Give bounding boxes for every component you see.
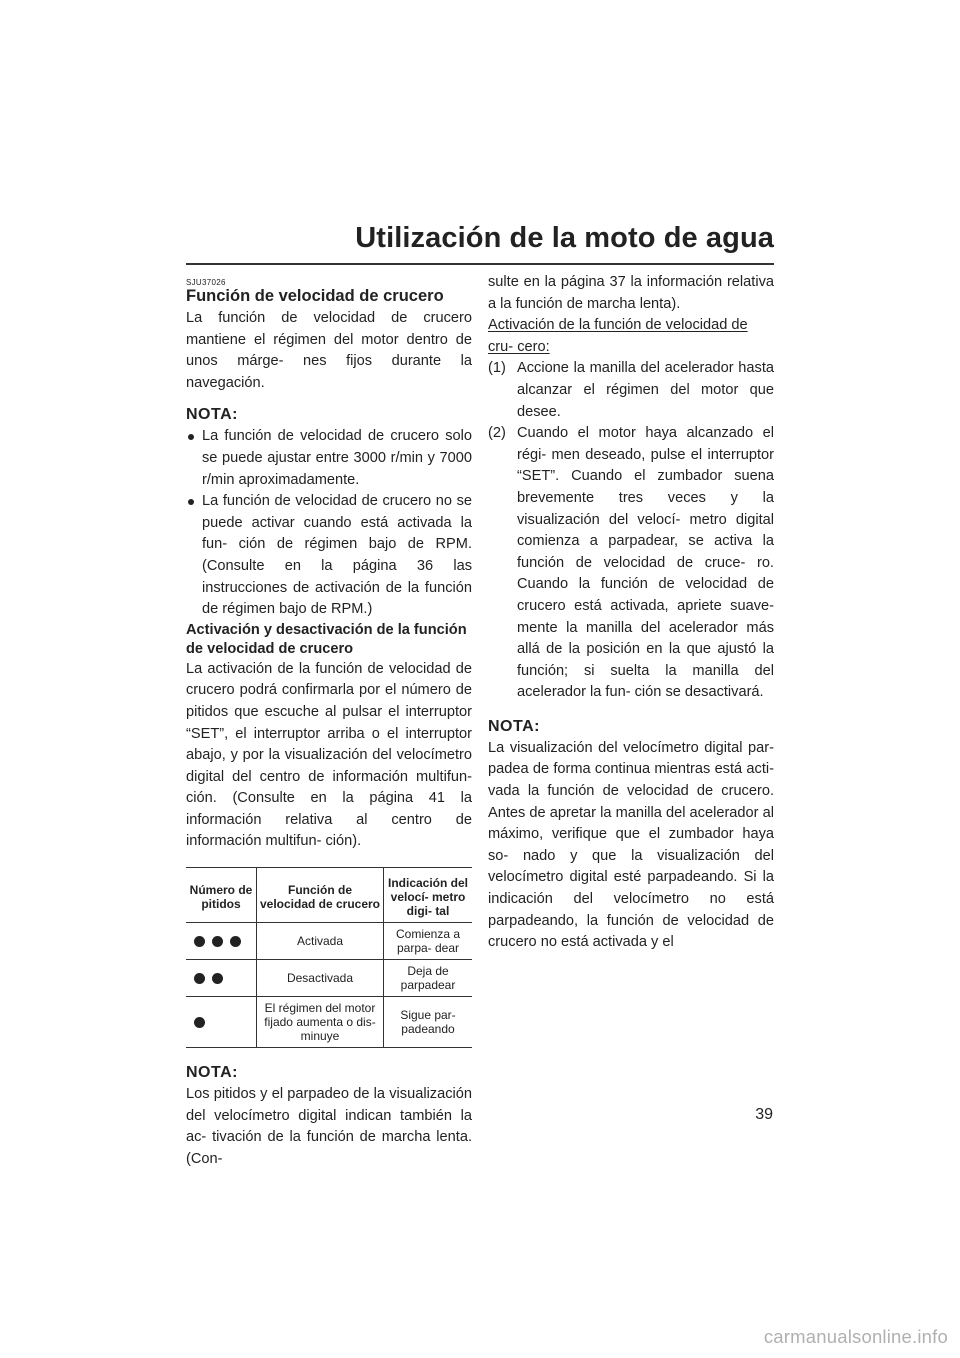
page-header-title: Utilización de la moto de agua xyxy=(355,222,774,254)
beep-dot-icon xyxy=(212,936,223,947)
activation-subheading: Activación y desactivación de la función de velocidad de crucero xyxy=(186,621,467,657)
header-divider xyxy=(186,263,774,265)
section-code: SJU37026 xyxy=(186,278,226,287)
step-item xyxy=(488,358,774,423)
function-cell: El régimen del motor fijado aumenta o dis- minuye xyxy=(257,997,384,1048)
bullet-text: La función de velocidad de crucero no se puede activar cuando está activada la fun- ción de régimen bajo de RPM. (Consulte en la página 36 las instrucciones de activación de la función de régimen bajo de RPM.) xyxy=(202,493,472,618)
indication-cell: Comienza a parpa- dear xyxy=(384,923,473,960)
bullet-dot xyxy=(188,434,194,440)
header-beeps: Número de pitidos xyxy=(186,868,257,923)
continuation-paragraph: sulte en la página 37 la información relativa a la función de marcha lenta). xyxy=(488,274,774,312)
beep-cell xyxy=(186,923,257,960)
step-number: (2) xyxy=(488,425,506,442)
nota-heading-2: NOTA: xyxy=(186,1064,238,1082)
beep-dots-2 xyxy=(188,968,254,988)
indication-cell: Sigue par- padeando xyxy=(384,997,473,1048)
activation-steps-list xyxy=(488,358,774,704)
beep-dots-1 xyxy=(188,1012,254,1032)
intro-paragraph: La función de velocidad de crucero mantiene el régimen del motor dentro de unos márge- nes fijos durante la navegación. xyxy=(186,310,472,391)
right-column xyxy=(488,272,774,954)
header-indication: Indicación del velocí- metro digi- tal xyxy=(384,868,473,923)
page-number: 39 xyxy=(755,1106,773,1123)
header-function: Función de velocidad de crucero xyxy=(257,868,384,923)
step-text: Cuando el motor haya alcanzado el régi- men deseado, pulse el interruptor “SET”. Cuando el zumbador suena brevemente tres veces y la visualización del velocí- metro digital comienza a parpadear, se activa la función de velocidad de cruce- ro. Cuando la función de velocidad de crucero está activada, apriete suave- mente la manilla del acelerador más allá de la posición en la que ajustó la función; si suelta la manilla del acelerador la fun- ción se desactivará. xyxy=(517,425,774,701)
bullet-item xyxy=(186,491,472,621)
indication-cell: Deja de parpadear xyxy=(384,960,473,997)
bullet-text: La función de velocidad de crucero solo se puede ajustar entre 3000 r/min y 7000 r/min aproximadamente. xyxy=(202,428,472,488)
beep-dot-icon xyxy=(212,973,223,984)
nota-bullet-list xyxy=(186,426,472,620)
beep-function-table xyxy=(186,867,472,1048)
beep-dot-icon xyxy=(194,936,205,947)
beep-dot-icon xyxy=(230,936,241,947)
step-number: (1) xyxy=(488,360,506,377)
site-watermark: carmanualsonline.info xyxy=(763,1326,948,1347)
bullet-dot xyxy=(188,499,194,505)
function-cell: Activada xyxy=(257,923,384,960)
bullet-item xyxy=(186,426,472,491)
beep-cell xyxy=(186,997,257,1048)
beep-dots-3 xyxy=(188,931,254,951)
activation-steps-heading: Activación de la función de velocidad de cru- cero: xyxy=(488,317,748,355)
nota-heading-3: NOTA: xyxy=(488,717,540,735)
beep-dot-icon xyxy=(194,1017,205,1028)
table-header-row xyxy=(186,868,472,923)
beep-dot-icon xyxy=(194,973,205,984)
step-item xyxy=(488,423,774,704)
nota-3-paragraph: La visualización del velocímetro digital par- padea de forma continua mientras está acti- vada la función de velocidad de crucero. Antes de apretar la manilla del acelerador al máximo, verifique que el zumbador haya so- nado y que la visualización del velocímetro digital esté parpadeando. Si la indicación del velocímetro no está parpadeando, la función de velocidad de crucero no está activada y el xyxy=(488,739,774,951)
table-row xyxy=(186,997,472,1048)
nota-2-paragraph: Los pitidos y el parpadeo de la visualización del velocímetro digital indican también la ac- tivación de la función de marcha lenta. (Con- xyxy=(186,1086,472,1167)
nota-heading-1: NOTA: xyxy=(186,406,238,424)
table-row xyxy=(186,923,472,960)
function-cell: Desactivada xyxy=(257,960,384,997)
activation-paragraph: La activación de la función de velocidad de crucero podrá confirmarla por el número de pitidos que escuche al pulsar el interruptor “SET”, el interruptor arriba o el interruptor abajo, y por la visualización del velocímetro digital del centro de información multifun- ción. (Consulte en la página 41 la información relativa al centro de información multifun- ción). xyxy=(186,660,472,850)
left-column xyxy=(186,272,472,1170)
section-title: Función de velocidad de crucero xyxy=(186,287,444,305)
step-text: Accione la manilla del acelerador hasta alcanzar el régimen del motor que desee. xyxy=(517,360,774,420)
table-row xyxy=(186,960,472,997)
beep-cell xyxy=(186,960,257,997)
